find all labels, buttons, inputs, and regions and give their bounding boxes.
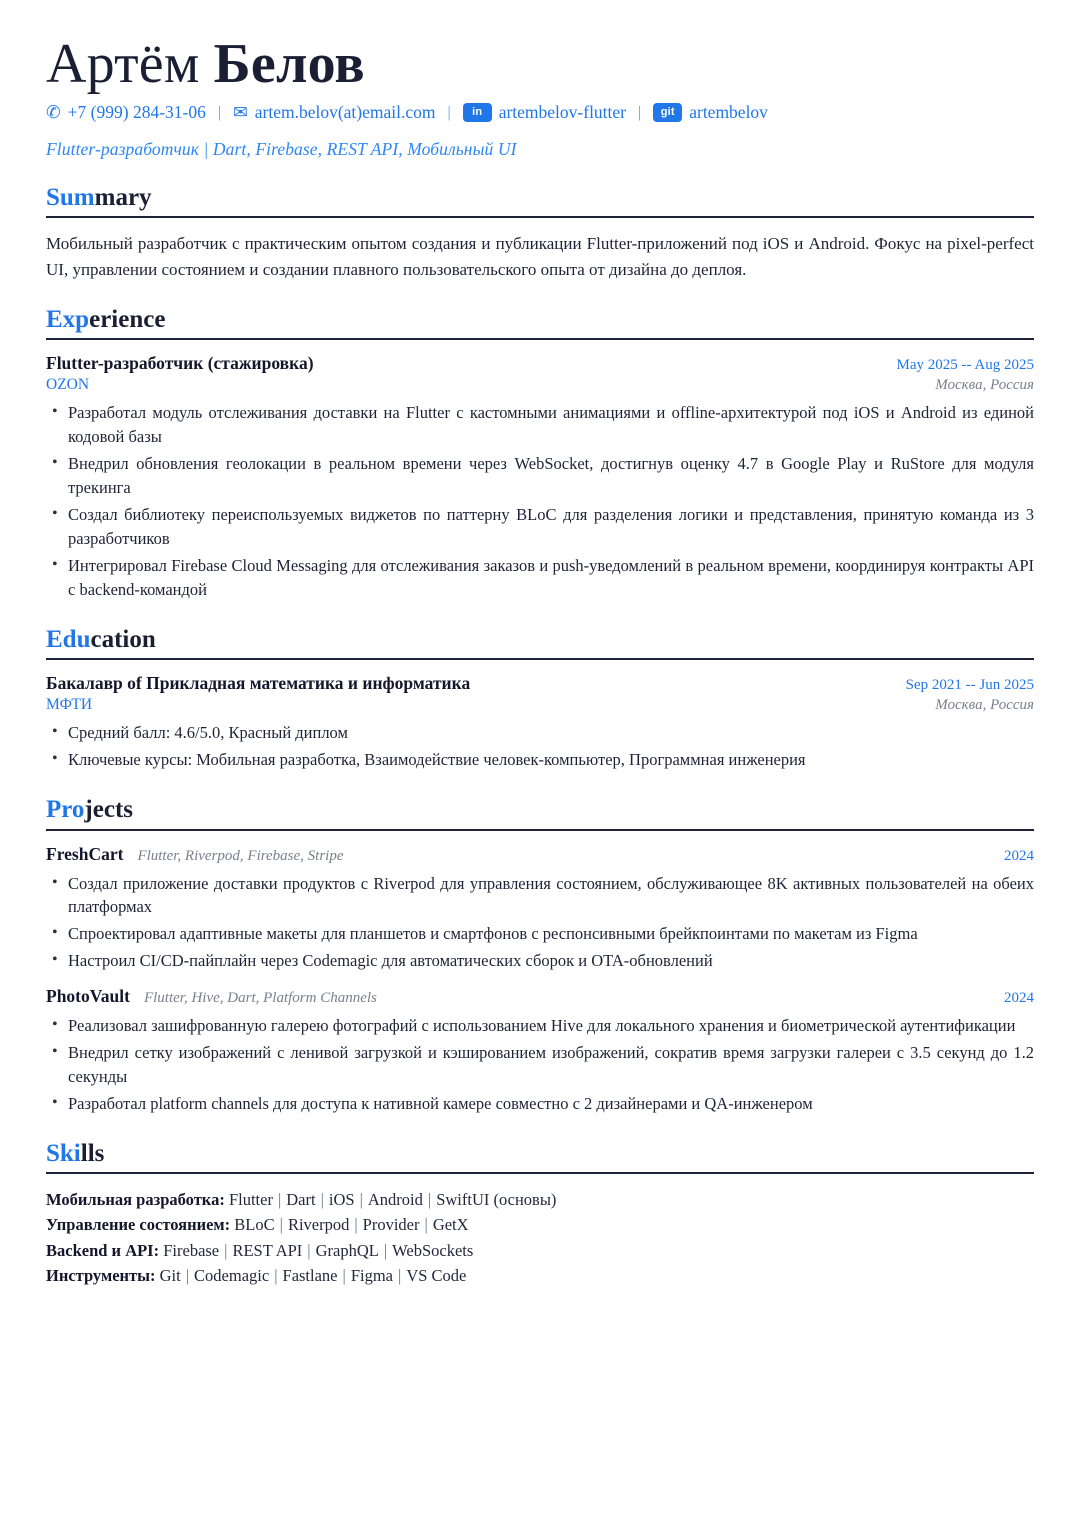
section-title-rest: mary bbox=[94, 183, 152, 211]
skill-separator: | bbox=[307, 1240, 311, 1260]
skill-row bbox=[46, 1187, 1034, 1212]
entry-date: May 2025 -- Aug 2025 bbox=[896, 357, 1034, 374]
section-title-accent: Edu bbox=[46, 625, 91, 653]
summary-text: Мобильный разработчик с практическим опытом создания и публикации Flutter-приложений под iOS и Android. Фокус на pixel-perfect UI, управлении состоянием и создании плавного пользовательского опыта от дизайна до деплоя. bbox=[46, 234, 1034, 279]
contact-item[interactable] bbox=[233, 100, 435, 125]
section-rule bbox=[46, 1172, 1034, 1174]
project-stack: Flutter, Hive, Dart, Platform Channels bbox=[143, 990, 377, 1007]
skill-item: Figma bbox=[350, 1265, 393, 1285]
project-name: FreshCart bbox=[46, 843, 124, 864]
entry-date: Sep 2021 -- Jun 2025 bbox=[905, 677, 1034, 694]
skill-separator: | bbox=[274, 1265, 278, 1285]
contact-separator: | bbox=[217, 103, 222, 121]
section-education bbox=[46, 626, 1034, 772]
section-rule bbox=[46, 216, 1034, 218]
section-title-skills bbox=[46, 1140, 1034, 1171]
skill-item: Android bbox=[367, 1190, 423, 1210]
skill-separator: | bbox=[320, 1190, 324, 1210]
skill-item: Riverpod bbox=[287, 1215, 350, 1235]
section-rule bbox=[46, 338, 1034, 340]
skills-body bbox=[46, 1187, 1034, 1287]
skill-item: iOS bbox=[328, 1190, 355, 1210]
bullet-item: • Спроектировал адаптивные макеты для планшетов и смартфонов с респонсивными брейкпоинтами по макетам из Figma bbox=[46, 922, 1034, 946]
skill-row bbox=[46, 1238, 1034, 1263]
skill-separator: | bbox=[342, 1265, 346, 1285]
project-entry bbox=[46, 986, 1034, 1116]
projects-body bbox=[46, 844, 1034, 1116]
section-title-rest: lls bbox=[80, 1139, 105, 1167]
section-rule bbox=[46, 658, 1034, 660]
skill-items bbox=[160, 1266, 467, 1285]
section-title-summary bbox=[46, 184, 1034, 215]
skill-separator: | bbox=[398, 1265, 402, 1285]
skill-item: Fastlane bbox=[282, 1265, 338, 1285]
bullet-item: • Внедрил сетку изображений с ленивой загрузкой и кэшированием изображений, сократив время загрузки галереи с 3.5 секунд до 1.2 секунды bbox=[46, 1041, 1034, 1089]
linkedin-icon: in bbox=[463, 103, 492, 122]
entry-sub-row bbox=[46, 696, 1034, 714]
skill-item: Provider bbox=[362, 1215, 420, 1235]
contact-text: artembelov bbox=[689, 102, 768, 123]
skill-item: BLoC bbox=[234, 1215, 275, 1235]
skill-items bbox=[163, 1241, 473, 1260]
project-name: PhotoVault bbox=[46, 986, 130, 1007]
section-projects bbox=[46, 796, 1034, 1116]
skill-item: WebSockets bbox=[392, 1240, 474, 1260]
entry-title-row bbox=[46, 673, 1034, 694]
bullet-item: • Разработал platform channels для доступа к нативной камере совместно с 2 дизайнерами и QA-инженером bbox=[46, 1092, 1034, 1116]
project-stack: Flutter, Riverpod, Firebase, Stripe bbox=[137, 847, 344, 864]
project-header bbox=[46, 986, 1034, 1007]
skill-separator: | bbox=[185, 1265, 190, 1285]
skill-item: VS Code bbox=[406, 1265, 467, 1285]
skill-separator: | bbox=[277, 1190, 282, 1210]
entry bbox=[46, 353, 1034, 601]
skill-item: Dart bbox=[286, 1190, 316, 1210]
bullet-item: • Разработал модуль отслеживания доставки на Flutter с кастомными анимациями и offline-архитектурой под iOS и Android из единой кодовой базы bbox=[46, 401, 1034, 449]
bullet-item: • Внедрил обновления геолокации в реальном времени через WebSocket, достигнув оценку 4.7 в Google Play и RuStore для модуля трекинга bbox=[46, 452, 1034, 500]
section-title-rest: cation bbox=[90, 625, 156, 653]
section-title-accent: Ski bbox=[46, 1139, 81, 1167]
section-title-accent: Exp bbox=[46, 305, 90, 333]
email-icon: ✉ bbox=[233, 102, 248, 123]
skill-item: SwiftUI (основы) bbox=[436, 1190, 557, 1210]
entry-bullets bbox=[46, 721, 1034, 772]
bullet-item: • Настроил CI/CD-пайплайн через Codemagic для автоматических сборок и OTA-обновлений bbox=[46, 949, 1034, 973]
github-icon: git bbox=[653, 103, 682, 122]
phone-icon: ✆ bbox=[46, 102, 61, 123]
bullet-item: • Создал приложение доставки продуктов с Riverpod для управления состоянием, обслуживающее 8K активных пользователей на обеих платформах bbox=[46, 872, 1034, 920]
skill-category-label: Управление состоянием: bbox=[46, 1215, 235, 1235]
section-title-accent: Pro bbox=[46, 796, 85, 823]
project-bullets bbox=[46, 872, 1034, 974]
entry-location: Москва, Россия bbox=[935, 697, 1034, 714]
project-header bbox=[46, 844, 1034, 865]
last-name: Белов bbox=[213, 33, 365, 95]
skill-separator: | bbox=[224, 1240, 228, 1260]
skill-items bbox=[229, 1190, 557, 1209]
entry-location: Москва, Россия bbox=[935, 377, 1034, 394]
section-rule bbox=[46, 829, 1034, 831]
tagline: Flutter-разработчик | Dart, Firebase, REST API, Мобильный UI bbox=[46, 138, 517, 159]
skill-row bbox=[46, 1212, 1034, 1237]
contact-line bbox=[46, 100, 1034, 125]
bullet-item: • Средний балл: 4.6/5.0, Красный диплом bbox=[46, 721, 1034, 745]
candidate-name bbox=[46, 34, 1034, 94]
skill-items bbox=[234, 1215, 468, 1234]
contact-separator: | bbox=[447, 103, 451, 121]
section-title-projects bbox=[46, 796, 1034, 827]
project-bullets bbox=[46, 1014, 1034, 1116]
resume-header bbox=[46, 34, 1034, 160]
entry-organization[interactable]: МФТИ bbox=[46, 696, 93, 714]
entry-bullets bbox=[46, 401, 1034, 601]
contact-text: artembelov-flutter bbox=[498, 102, 627, 123]
section-title-education bbox=[46, 626, 1034, 657]
contact-separator: | bbox=[638, 103, 642, 121]
project-date: 2024 bbox=[1004, 847, 1034, 864]
section-title-experience bbox=[46, 306, 1034, 337]
bullet-item: • Интегрировал Firebase Cloud Messaging для отслеживания заказов и push-уведомлений в реальном времени, координируя контракты API с backend-командой bbox=[46, 554, 1034, 602]
entry-title: Бакалавр of Прикладная математика и информатика bbox=[46, 673, 471, 694]
project-title-group bbox=[46, 986, 377, 1007]
entry-organization[interactable]: OZON bbox=[46, 376, 90, 394]
contact-item[interactable] bbox=[653, 100, 768, 125]
skill-separator: | bbox=[354, 1215, 358, 1235]
contact-text: artem.belov(at)email.com bbox=[254, 102, 436, 123]
bullet-item: • Реализовал зашифрованную галерею фотографий с использованием Hive для локального хранения и биометрической аутентификации bbox=[46, 1014, 1034, 1038]
project-entry bbox=[46, 844, 1034, 974]
contact-text: +7 (999) 284-31-06 bbox=[67, 102, 206, 123]
contact-item[interactable] bbox=[46, 100, 206, 125]
experience-body bbox=[46, 353, 1034, 601]
entry-sub-row bbox=[46, 376, 1034, 394]
contact-item[interactable] bbox=[463, 100, 626, 125]
skill-item: Firebase bbox=[163, 1240, 220, 1260]
bullet-item: • Ключевые курсы: Мобильная разработка, Взаимодействие человек-компьютер, Программная инженерия bbox=[46, 748, 1034, 772]
section-title-accent: Sum bbox=[46, 183, 95, 211]
skill-separator: | bbox=[383, 1240, 388, 1260]
entry bbox=[46, 673, 1034, 772]
section-skills bbox=[46, 1140, 1034, 1288]
section-summary bbox=[46, 184, 1034, 282]
skill-category-label: Мобильная разработка: bbox=[46, 1190, 229, 1210]
section-title-rest: erience bbox=[89, 305, 166, 333]
skill-category-label: Backend и API: bbox=[46, 1240, 164, 1260]
skill-item: Flutter bbox=[228, 1190, 273, 1210]
bullet-item: • Создал библиотеку переиспользуемых виджетов по паттерну BLoC для разделения логики и представления, принятую команда из 3 разработчиков bbox=[46, 503, 1034, 551]
skill-item: GraphQL bbox=[315, 1240, 379, 1260]
education-body bbox=[46, 673, 1034, 772]
entry-title-row bbox=[46, 353, 1034, 374]
skill-item: Codemagic bbox=[194, 1265, 270, 1285]
skill-item: GetX bbox=[432, 1215, 469, 1235]
skill-category-label: Инструменты: bbox=[46, 1265, 160, 1285]
skill-separator: | bbox=[427, 1190, 432, 1210]
skill-item: Git bbox=[159, 1265, 181, 1285]
skill-separator: | bbox=[279, 1215, 283, 1235]
section-experience bbox=[46, 306, 1034, 602]
skill-item: REST API bbox=[232, 1240, 303, 1260]
project-title-group bbox=[46, 844, 344, 865]
skill-row bbox=[46, 1263, 1034, 1288]
summary-body bbox=[46, 231, 1034, 281]
skill-separator: | bbox=[359, 1190, 363, 1210]
section-title-rest: jects bbox=[84, 796, 133, 823]
entry-title: Flutter-разработчик (стажировка) bbox=[46, 353, 314, 374]
first-name: Артём bbox=[46, 33, 200, 95]
project-date: 2024 bbox=[1004, 990, 1034, 1007]
skill-separator: | bbox=[424, 1215, 428, 1235]
